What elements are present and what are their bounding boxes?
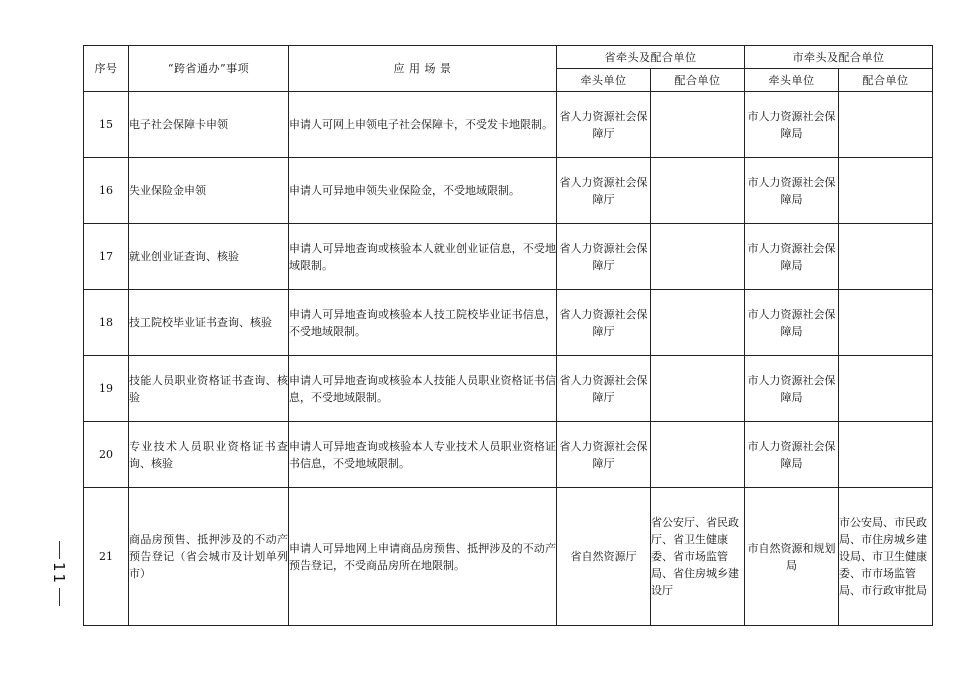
- page-number-value: 11: [50, 562, 68, 586]
- page-number-dash-top: [59, 541, 60, 559]
- row-city-coop: [839, 290, 933, 356]
- row-number: 17: [84, 224, 129, 290]
- row-city-lead: 市人力资源社会保障局: [745, 92, 839, 158]
- row-city-lead: 市人力资源社会保障局: [745, 224, 839, 290]
- header-province-group: 省牵头及配合单位: [557, 46, 745, 69]
- row-city-coop: [839, 356, 933, 422]
- row-city-coop: [839, 92, 933, 158]
- row-scene: 申请人可异地网上申请商品房预售、抵押涉及的不动产预告登记，不受商品房所在地限制。: [289, 488, 557, 626]
- row-province-coop: [651, 356, 745, 422]
- table-row: [84, 290, 933, 356]
- row-item: 失业保险金申领: [129, 158, 289, 224]
- row-number: 21: [84, 488, 129, 626]
- row-number: 19: [84, 356, 129, 422]
- row-scene: 申请人可网上申领电子社会保障卡，不受发卡地限制。: [289, 92, 557, 158]
- row-number: 15: [84, 92, 129, 158]
- header-row-top: [84, 46, 933, 69]
- page-number: [48, 538, 70, 609]
- row-item: 电子社会保障卡申领: [129, 92, 289, 158]
- row-city-lead: 市人力资源社会保障局: [745, 422, 839, 488]
- row-scene: 申请人可异地查询或核验本人技能人员职业资格证书信息，不受地域限制。: [289, 356, 557, 422]
- row-item: 就业创业证查询、核验: [129, 224, 289, 290]
- row-province-coop: [651, 158, 745, 224]
- row-province-lead: 省自然资源厅: [557, 488, 651, 626]
- table-row: [84, 158, 933, 224]
- row-province-coop: 省公安厅、省民政厅、省卫生健康委、省市场监管局、省住房城乡建设厅: [651, 488, 745, 626]
- row-scene: 申请人可异地查询或核验本人技工院校毕业证书信息，不受地域限制。: [289, 290, 557, 356]
- row-province-lead: 省人力资源社会保障厅: [557, 290, 651, 356]
- row-province-lead: 省人力资源社会保障厅: [557, 158, 651, 224]
- row-province-coop: [651, 422, 745, 488]
- table-row: [84, 422, 933, 488]
- row-scene: 申请人可异地查询或核验本人专业技术人员职业资格证书信息，不受地域限制。: [289, 422, 557, 488]
- row-scene: 申请人可异地申领失业保险金，不受地域限制。: [289, 158, 557, 224]
- row-province-lead: 省人力资源社会保障厅: [557, 92, 651, 158]
- row-city-lead: 市自然资源和规划局: [745, 488, 839, 626]
- header-city-group: 市牵头及配合单位: [745, 46, 933, 69]
- header-item: “跨省通办”事项: [129, 46, 289, 92]
- row-city-coop: [839, 158, 933, 224]
- row-city-lead: 市人力资源社会保障局: [745, 356, 839, 422]
- row-item: 商品房预售、抵押涉及的不动产预告登记（省会城市及计划单列市）: [129, 488, 289, 626]
- row-province-lead: 省人力资源社会保障厅: [557, 224, 651, 290]
- header-scene: 应 用 场 景: [289, 46, 557, 92]
- row-city-coop: [839, 224, 933, 290]
- table-row: [84, 224, 933, 290]
- row-number: 16: [84, 158, 129, 224]
- row-item: 技工院校毕业证书查询、核验: [129, 290, 289, 356]
- header-province-coop: 配合单位: [651, 69, 745, 92]
- data-table: [83, 45, 933, 626]
- row-number: 20: [84, 422, 129, 488]
- row-city-coop: 市公安局、市民政局、市住房城乡建设局、市卫生健康委、市市场监管局、市行政审批局: [839, 488, 933, 626]
- header-no: 序号: [84, 46, 129, 92]
- row-city-lead: 市人力资源社会保障局: [745, 290, 839, 356]
- row-city-coop: [839, 422, 933, 488]
- row-province-coop: [651, 290, 745, 356]
- row-item: 技能人员职业资格证书查询、核验: [129, 356, 289, 422]
- row-city-lead: 市人力资源社会保障局: [745, 158, 839, 224]
- row-province-lead: 省人力资源社会保障厅: [557, 422, 651, 488]
- table-row: [84, 92, 933, 158]
- header-city-coop: 配合单位: [839, 69, 933, 92]
- row-province-coop: [651, 92, 745, 158]
- row-province-coop: [651, 224, 745, 290]
- row-number: 18: [84, 290, 129, 356]
- header-province-lead: 牵头单位: [557, 69, 651, 92]
- page-number-dash-bottom: [59, 588, 60, 606]
- row-scene: 申请人可异地查询或核验本人就业创业证信息，不受地域限制。: [289, 224, 557, 290]
- header-city-lead: 牵头单位: [745, 69, 839, 92]
- table-row: [84, 356, 933, 422]
- table-row: [84, 488, 933, 626]
- row-province-lead: 省人力资源社会保障厅: [557, 356, 651, 422]
- row-item: 专业技术人员职业资格证书查询、核验: [129, 422, 289, 488]
